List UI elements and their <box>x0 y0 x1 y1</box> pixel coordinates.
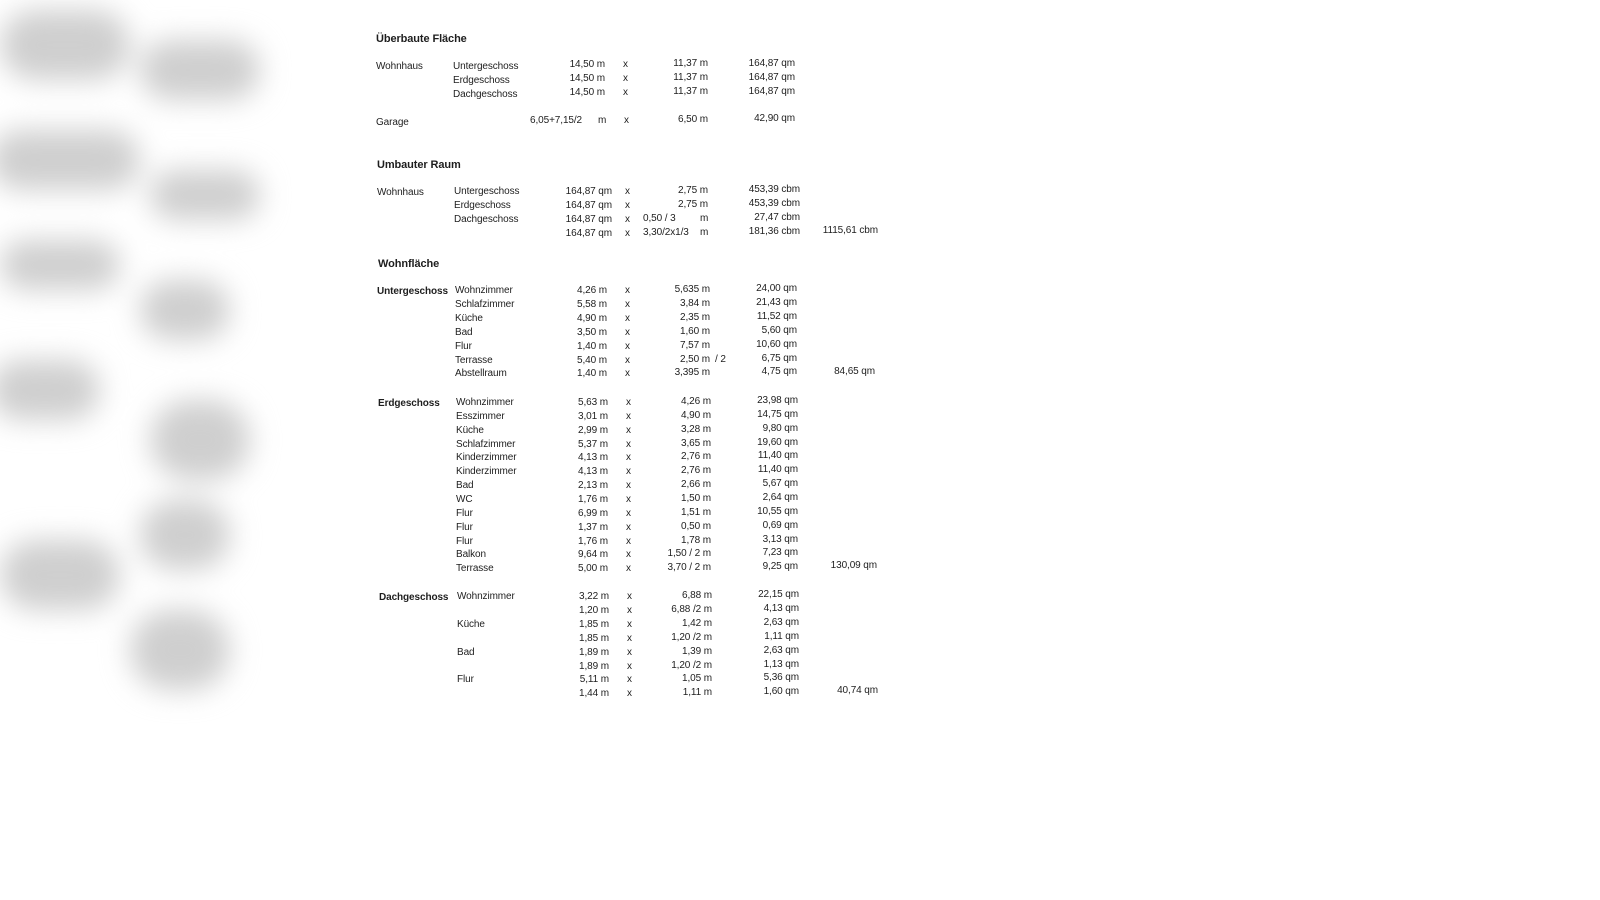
room-name: WC <box>456 494 473 505</box>
room-factor-b: 1,60 m <box>680 326 710 337</box>
room-result: 1,60 qm <box>763 686 799 697</box>
room-result: 4,13 qm <box>763 603 799 614</box>
room-times: x <box>626 425 631 436</box>
row-factor-b-unit: m <box>700 227 709 238</box>
room-times: x <box>625 327 630 338</box>
room-times: x <box>626 411 631 422</box>
room-times: x <box>625 313 630 324</box>
room-result: 5,67 qm <box>762 478 798 489</box>
row-factor-b: 11,37 m <box>673 72 708 83</box>
room-factor-a: 1,40 m <box>577 368 607 379</box>
floor-total-erdgeschoss: 130,09 qm <box>830 560 877 571</box>
row-factor-b: 2,75 m <box>678 199 708 210</box>
room-factor-b: 2,66 m <box>681 479 711 490</box>
row-factor-a: 164,87 qm <box>565 186 612 197</box>
room-times: x <box>627 647 632 658</box>
room-factor-b: 2,35 m <box>680 312 710 323</box>
row-result: 181,36 cbm <box>748 226 800 237</box>
room-name: Terrasse <box>456 563 494 574</box>
room-factor-b: 5,635 m <box>674 284 710 295</box>
room-times: x <box>627 633 632 644</box>
room-factor-b: 7,57 m <box>680 340 710 351</box>
room-result: 22,15 qm <box>758 589 799 600</box>
row-factor-a: 14,50 m <box>569 59 605 70</box>
room-name: Küche <box>456 425 484 436</box>
room-result: 9,80 qm <box>762 423 798 434</box>
row-times: x <box>625 186 630 197</box>
row-result: 164,87 qm <box>748 86 795 97</box>
room-name: Terrasse <box>455 355 493 366</box>
room-factor-b: 3,28 m <box>681 424 711 435</box>
row-times: x <box>625 214 630 225</box>
room-times: x <box>626 549 631 560</box>
room-factor-a: 1,40 m <box>577 341 607 352</box>
row-factor-b: 3,30/2x1/3 <box>643 227 689 238</box>
row-result: 164,87 qm <box>748 58 795 69</box>
garage-factor-a: 6,05+7,15/2 <box>530 115 583 126</box>
room-name: Kinderzimmer <box>456 452 517 463</box>
room-name: Küche <box>457 619 485 630</box>
room-name: Balkon <box>456 549 486 560</box>
room-factor-a: 5,11 m <box>579 674 609 685</box>
room-result: 3,13 qm <box>762 534 798 545</box>
room-times: x <box>626 508 631 519</box>
room-result: 10,60 qm <box>756 339 797 350</box>
room-factor-b: 6,88 /2 m <box>671 604 712 615</box>
room-times: x <box>627 674 632 685</box>
room-factor-a: 2,13 m <box>578 480 608 491</box>
room-factor-a: 5,00 m <box>578 563 608 574</box>
room-times: x <box>626 480 631 491</box>
room-times: x <box>626 494 631 505</box>
room-factor-b: 1,78 m <box>681 535 711 546</box>
row-factor-a: 14,50 m <box>569 87 605 98</box>
room-times: x <box>625 341 630 352</box>
room-times: x <box>625 285 630 296</box>
floor-label-untergeschoss: Untergeschoss <box>377 286 448 297</box>
room-times: x <box>626 536 631 547</box>
category-garage: Garage <box>376 117 409 128</box>
room-times: x <box>627 605 632 616</box>
room-result: 14,75 qm <box>757 409 798 420</box>
room-times: x <box>627 661 632 672</box>
room-factor-b: 3,65 m <box>681 438 711 449</box>
room-times: x <box>626 466 631 477</box>
room-factor-a: 4,26 m <box>577 285 607 296</box>
room-factor-a: 5,40 m <box>577 355 607 366</box>
room-result: 2,64 qm <box>762 492 798 503</box>
row-times: x <box>625 228 630 239</box>
room-times: x <box>626 452 631 463</box>
room-factor-a: 9,64 m <box>578 549 608 560</box>
room-result: 1,11 qm <box>764 631 799 642</box>
room-name: Flur <box>456 536 473 547</box>
garage-times: x <box>624 115 629 126</box>
category-wohnhaus: Wohnhaus <box>377 187 424 198</box>
room-factor-a: 4,13 m <box>578 466 608 477</box>
room-factor-a: 1,76 m <box>578 536 608 547</box>
room-factor-b: 1,51 m <box>681 507 711 518</box>
room-result: 4,75 qm <box>761 366 797 377</box>
garage-unit: m <box>598 115 607 126</box>
room-factor-b: 3,84 m <box>680 298 710 309</box>
row-name: Dachgeschoss <box>454 214 519 225</box>
room-factor-b: 2,76 m <box>681 465 711 476</box>
floor-total-dachgeschoss: 40,74 qm <box>837 685 878 696</box>
room-factor-b: 6,88 m <box>682 590 712 601</box>
row-times: x <box>623 73 628 84</box>
row-times: x <box>625 200 630 211</box>
section-total: 1115,61 cbm <box>822 225 878 236</box>
row-name: Untergeschoss <box>454 186 520 197</box>
room-result: 11,52 qm <box>756 311 797 322</box>
room-times: x <box>626 397 631 408</box>
room-times: x <box>626 439 631 450</box>
room-times: x <box>627 591 632 602</box>
floor-total-untergeschoss: 84,65 qm <box>834 366 875 377</box>
room-factor-a: 5,63 m <box>578 397 608 408</box>
heading-umbauter-raum: Umbauter Raum <box>377 159 461 171</box>
garage-factor-b: 6,50 m <box>678 114 708 125</box>
room-result: 11,40 qm <box>757 450 798 461</box>
room-factor-b: 0,50 m <box>681 521 711 532</box>
row-times: x <box>623 59 628 70</box>
row-result: 164,87 qm <box>748 72 795 83</box>
room-result: 19,60 qm <box>757 437 798 448</box>
room-factor-a: 3,01 m <box>578 411 608 422</box>
floor-label-dachgeschoss: Dachgeschoss <box>379 592 449 603</box>
row-times: x <box>623 87 628 98</box>
room-times: x <box>627 688 632 699</box>
room-name: Wohnzimmer <box>455 285 513 296</box>
room-factor-a: 1,20 m <box>579 605 609 616</box>
row-factor-b: 11,37 m <box>673 58 708 69</box>
room-result: 5,36 qm <box>763 672 799 683</box>
room-times: x <box>626 563 631 574</box>
room-factor-a: 1,44 m <box>579 688 609 699</box>
room-factor-a: 4,90 m <box>577 313 607 324</box>
room-name: Schlafzimmer <box>455 299 515 310</box>
room-factor-a: 1,89 m <box>579 647 609 658</box>
floor-label-erdgeschoss: Erdgeschoss <box>378 398 440 409</box>
room-name: Bad <box>455 327 473 338</box>
blurred-background <box>0 0 365 740</box>
room-factor-a: 3,22 m <box>579 591 609 602</box>
room-factor-a: 1,76 m <box>578 494 608 505</box>
row-factor-a: 14,50 m <box>569 73 605 84</box>
room-result: 2,63 qm <box>763 645 799 656</box>
room-factor-a: 5,58 m <box>577 299 607 310</box>
heading-wohnflaeche: Wohnfläche <box>378 258 440 270</box>
row-factor-a: 164,87 qm <box>565 200 612 211</box>
room-name: Esszimmer <box>456 411 505 422</box>
room-name: Schlafzimmer <box>456 439 516 450</box>
room-times: x <box>625 299 630 310</box>
room-result: 1,13 qm <box>763 659 799 670</box>
room-result: 10,55 qm <box>757 506 798 517</box>
room-factor-a: 2,99 m <box>578 425 608 436</box>
room-name: Wohnzimmer <box>456 397 514 408</box>
room-factor-a: 4,13 m <box>578 452 608 463</box>
row-result: 27,47 cbm <box>754 212 800 223</box>
row-factor-a: 164,87 qm <box>565 214 612 225</box>
room-times: x <box>625 355 630 366</box>
room-factor-b: 1,39 m <box>682 646 712 657</box>
row-factor-b: 2,75 m <box>678 185 708 196</box>
room-name: Flur <box>456 522 473 533</box>
room-result: 9,25 qm <box>762 561 798 572</box>
category-wohnhaus: Wohnhaus <box>376 61 423 72</box>
row-name: Erdgeschoss <box>454 200 511 211</box>
room-factor-b: 1,20 /2 m <box>671 660 712 671</box>
room-result: 11,40 qm <box>757 464 798 475</box>
room-name: Küche <box>455 313 483 324</box>
room-factor-b: 3,395 m <box>674 367 710 378</box>
room-name: Wohnzimmer <box>457 591 515 602</box>
room-factor-b: 1,05 m <box>682 673 712 684</box>
room-times: x <box>626 522 631 533</box>
room-result: 2,63 qm <box>763 617 799 628</box>
room-name: Bad <box>457 647 475 658</box>
room-factor-b: 4,26 m <box>681 396 711 407</box>
room-result: 6,75 qm <box>761 353 797 364</box>
room-factor-b: 4,90 m <box>681 410 711 421</box>
row-result: 453,39 cbm <box>748 184 800 195</box>
room-factor-b: 1,50 m <box>681 493 711 504</box>
room-factor-a: 3,50 m <box>577 327 607 338</box>
row-name: Erdgeschoss <box>453 75 510 86</box>
room-result: 24,00 qm <box>756 283 797 294</box>
room-factor-b: 2,76 m <box>681 451 711 462</box>
room-factor-b: 2,50 m <box>680 354 710 365</box>
room-factor-b-extra: / 2 <box>715 354 726 365</box>
room-factor-b: 1,50 / 2 m <box>667 548 711 559</box>
room-result: 7,23 qm <box>762 547 798 558</box>
room-result: 21,43 qm <box>756 297 797 308</box>
room-result: 23,98 qm <box>757 395 798 406</box>
room-factor-a: 1,85 m <box>579 633 609 644</box>
garage-result: 42,90 qm <box>754 113 795 124</box>
row-result: 453,39 cbm <box>748 198 800 209</box>
room-factor-b: 1,20 /2 m <box>671 632 712 643</box>
room-times: x <box>625 368 630 379</box>
room-factor-a: 1,85 m <box>579 619 609 630</box>
document-page <box>363 0 923 735</box>
room-factor-b: 1,42 m <box>682 618 712 629</box>
room-name: Flur <box>456 508 473 519</box>
heading-ueberbaute-flaeche: Überbaute Fläche <box>376 33 467 45</box>
room-factor-a: 6,99 m <box>578 508 608 519</box>
room-name: Abstellraum <box>455 368 507 379</box>
room-times: x <box>627 619 632 630</box>
row-factor-b: 11,37 m <box>673 86 708 97</box>
row-name: Untergeschoss <box>453 61 519 72</box>
room-name: Flur <box>457 674 474 685</box>
row-factor-b: 0,50 / 3 <box>643 213 676 224</box>
room-factor-b: 3,70 / 2 m <box>667 562 711 573</box>
room-factor-b: 1,11 m <box>682 687 712 698</box>
blurred-background-shapes <box>0 0 365 740</box>
room-result: 5,60 qm <box>761 325 797 336</box>
row-name: Dachgeschoss <box>453 89 518 100</box>
room-result: 0,69 qm <box>762 520 798 531</box>
room-factor-a: 5,37 m <box>578 439 608 450</box>
row-factor-b-unit: m <box>700 213 709 224</box>
row-factor-a: 164,87 qm <box>565 228 612 239</box>
room-name: Bad <box>456 480 474 491</box>
room-factor-a: 1,37 m <box>578 522 608 533</box>
room-factor-a: 1,89 m <box>579 661 609 672</box>
room-name: Kinderzimmer <box>456 466 517 477</box>
room-name: Flur <box>455 341 472 352</box>
